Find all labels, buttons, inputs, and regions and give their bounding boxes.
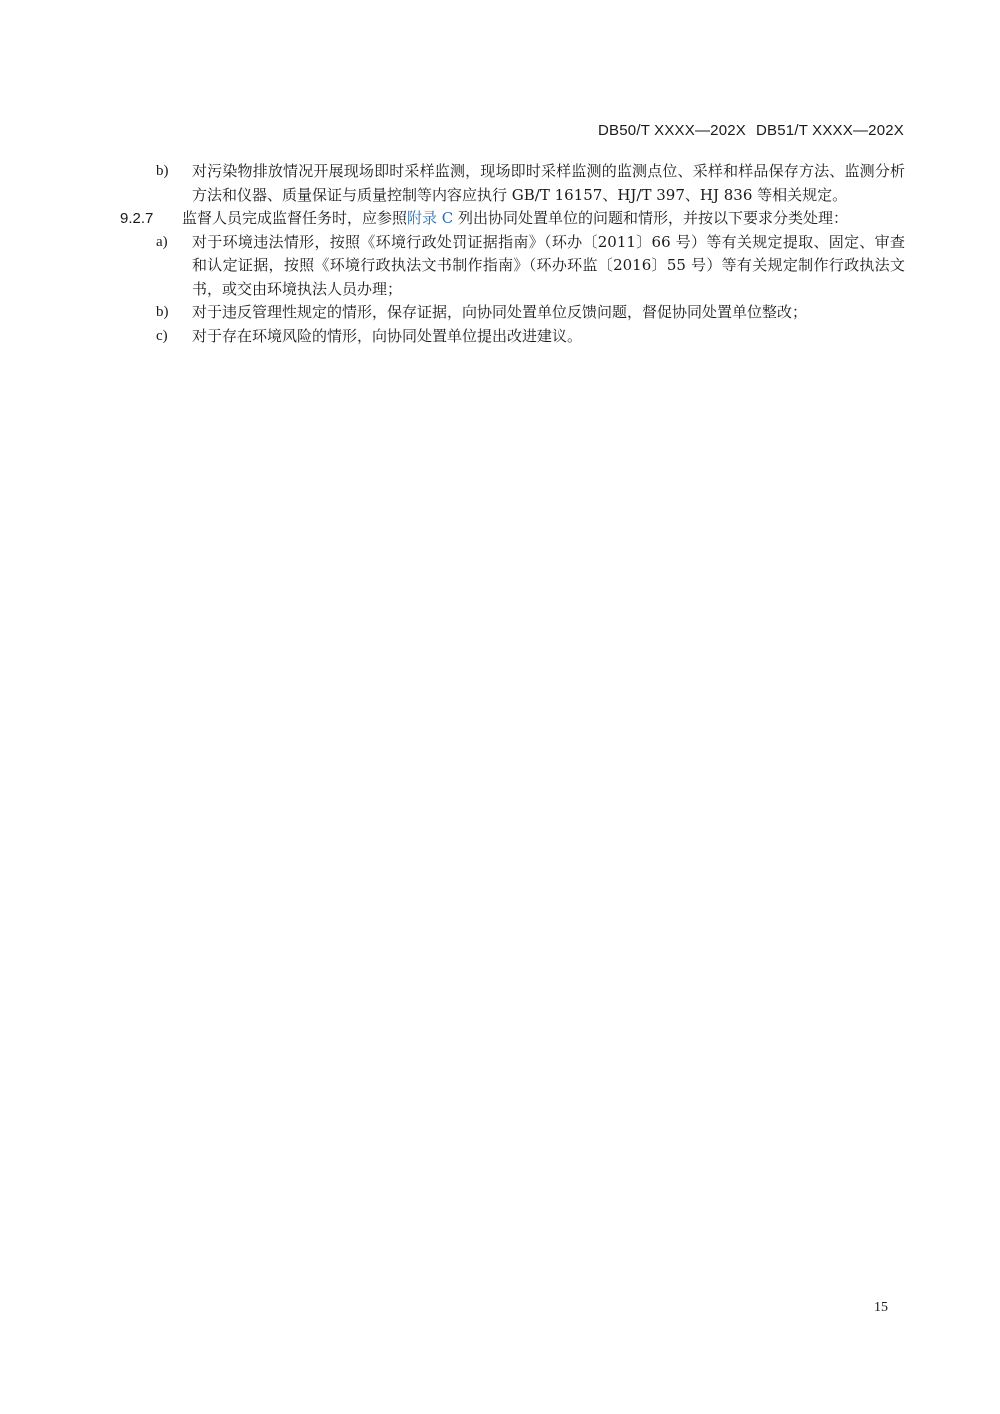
clause-text-before-link: 监督人员完成监督任务时，应参照 [182, 209, 408, 227]
list-item-text: 对于违反管理性规定的情形，保存证据，向协同处置单位反馈问题，督促协同处置单位整改； [192, 303, 808, 321]
list-marker: c) [156, 327, 168, 344]
header-standard-code-left: DB50/T XXXX—202X [598, 122, 746, 139]
list-item-b-sampling [120, 160, 905, 207]
appendix-c-link[interactable]: 附录 C [407, 209, 454, 227]
clause-9-2-7 [120, 207, 905, 231]
list-item-text: 对污染物排放情况开展现场即时采样监测，现场即时采样监测的监测点位、采样和样品保存方法、监测分析方法和仪器、质量保证与质量控制等内容应执行 GB/T 16157、HJ/T 397、HJ 836 等相关规定。 [192, 162, 905, 204]
list-item-b-management [120, 301, 905, 325]
list-item-c-risk [120, 325, 905, 349]
document-body [120, 160, 905, 348]
page-number: 15 [874, 1300, 888, 1315]
list-marker: a) [156, 233, 168, 250]
list-marker: b) [156, 304, 169, 320]
list-marker: b) [156, 163, 169, 179]
list-item-a-violations [120, 231, 905, 302]
list-item-text: 对于环境违法情形，按照《环境行政处罚证据指南》（环办〔2011〕66 号）等有关规定提取、固定、审查和认定证据，按照《环境行政执法文书制作指南》（环办环监〔2016〕55 号）等有关规定制作行政执法文书，或交由环境执法人员办理； [192, 232, 905, 298]
clause-text-after-link: 列出协同处置单位的问题和情形，并按以下要求分类处理： [453, 209, 849, 227]
header-standard-code-right: DB51/T XXXX—202X [756, 122, 904, 139]
clause-number: 9.2.7 [120, 210, 154, 227]
list-item-text: 对于存在环境风险的情形，向协同处置单位提出改进建议。 [192, 326, 583, 345]
page-header [598, 122, 904, 139]
